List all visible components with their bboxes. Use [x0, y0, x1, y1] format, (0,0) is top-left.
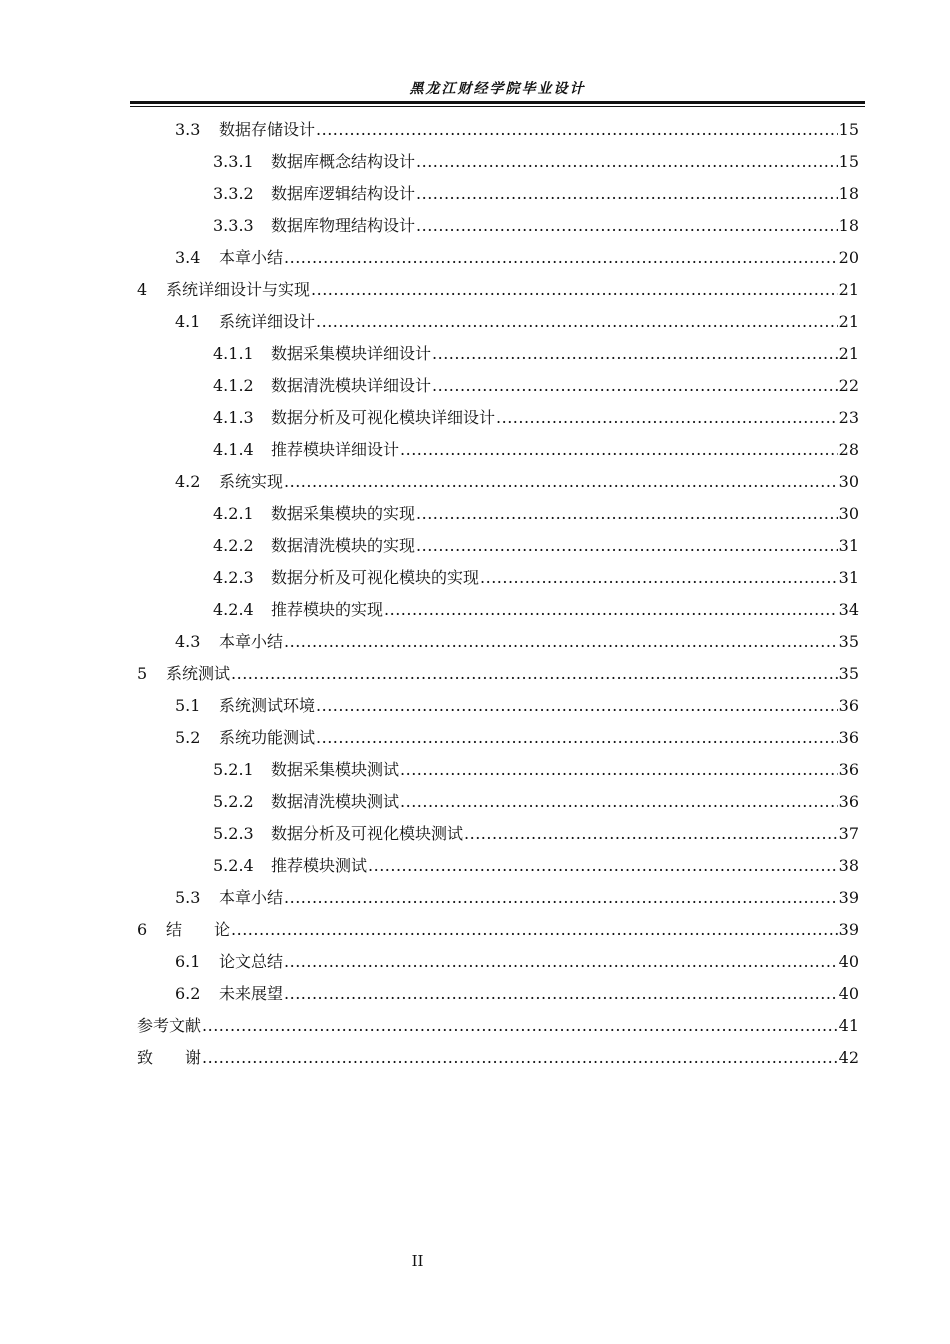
toc-page-number: 35 [838, 664, 859, 683]
toc-page-number: 30 [838, 472, 859, 491]
toc-page-number: 30 [838, 504, 859, 523]
toc-section-number: 4.1 [175, 312, 201, 331]
toc-entry[interactable] [0, 370, 950, 402]
toc-page-number: 21 [838, 344, 859, 363]
toc-entry-row [213, 498, 950, 530]
toc-entry[interactable] [0, 210, 950, 242]
toc-entry[interactable] [0, 274, 950, 306]
toc-entry-row [213, 754, 950, 786]
toc-section-title: 数据采集模块的实现 [271, 504, 416, 523]
toc-section-number: 4.1.1 [213, 344, 254, 363]
toc-entry-row [213, 370, 950, 402]
toc-dot-leader [311, 274, 838, 306]
toc-page-number: 18 [838, 184, 859, 203]
toc-entry[interactable] [0, 434, 950, 466]
toc-dot-leader [231, 658, 838, 690]
toc-page-number: 35 [838, 632, 859, 651]
toc-dot-leader [432, 370, 838, 402]
toc-entry-row [213, 850, 950, 882]
toc-entry[interactable] [0, 1042, 950, 1074]
toc-section-title: 数据分析及可视化模块详细设计 [271, 408, 496, 427]
toc-entry[interactable] [0, 978, 950, 1010]
toc-section-title: 论文总结 [219, 952, 284, 971]
toc-entry[interactable] [0, 914, 950, 946]
toc-page-number: 42 [838, 1048, 859, 1067]
toc-entry-row [175, 242, 950, 274]
toc-dot-leader [480, 562, 838, 594]
toc-section-title: 数据采集模块详细设计 [271, 344, 432, 363]
toc-page-number: 41 [838, 1016, 859, 1035]
toc-dot-leader [368, 850, 838, 882]
toc-entry-row [213, 594, 950, 626]
toc-section-title: 本章小结 [219, 248, 284, 267]
toc-page-number: 22 [838, 376, 859, 395]
header-rule-thin [130, 106, 865, 107]
toc-entry-row [213, 786, 950, 818]
toc-dot-leader [400, 754, 838, 786]
toc-section-number: 5.2.3 [213, 824, 254, 843]
toc-entry[interactable] [0, 690, 950, 722]
toc-entry-row [213, 178, 950, 210]
toc-entry[interactable] [0, 786, 950, 818]
toc-entry-row [213, 530, 950, 562]
toc-page-number: 23 [838, 408, 859, 427]
toc-entry-row [175, 978, 950, 1010]
toc-entry[interactable] [0, 114, 950, 146]
toc-entry[interactable] [0, 178, 950, 210]
toc-page-number: 21 [838, 312, 859, 331]
toc-dot-leader [400, 786, 838, 818]
toc-entry[interactable] [0, 818, 950, 850]
toc-entry[interactable] [0, 242, 950, 274]
toc-section-title: 数据库概念结构设计 [271, 152, 416, 171]
toc-entry-row [175, 882, 950, 914]
toc-entry[interactable] [0, 402, 950, 434]
toc-entry-row [213, 434, 950, 466]
toc-entry[interactable] [0, 754, 950, 786]
toc-entry-row [137, 1042, 950, 1074]
header-rule-thick [130, 101, 865, 104]
toc-entry[interactable] [0, 146, 950, 178]
toc-dot-leader [284, 978, 838, 1010]
toc-page-number: 15 [838, 152, 859, 171]
toc-section-number: 3.3.3 [213, 216, 254, 235]
toc-section-number: 4.2.3 [213, 568, 254, 587]
toc-section-number: 4.2 [175, 472, 201, 491]
toc-dot-leader [284, 946, 838, 978]
toc-section-title: 数据清洗模块的实现 [271, 536, 416, 555]
toc-section-title: 推荐模块的实现 [271, 600, 384, 619]
toc-dot-leader [316, 722, 838, 754]
toc-section-number: 5.2.2 [213, 792, 254, 811]
toc-dot-leader [384, 594, 838, 626]
toc-dot-leader [316, 114, 838, 146]
toc-section-title: 推荐模块详细设计 [271, 440, 400, 459]
toc-section-number: 6.2 [175, 984, 201, 1003]
toc-page-number: 20 [838, 248, 859, 267]
toc-section-title: 致 谢 [137, 1048, 202, 1067]
toc-entry-row [175, 626, 950, 658]
toc-entry-row [175, 114, 950, 146]
toc-entry-row [175, 946, 950, 978]
toc-section-number: 6 [137, 920, 148, 939]
toc-entry-row [213, 818, 950, 850]
toc-dot-leader [464, 818, 838, 850]
toc-dot-leader [400, 434, 838, 466]
toc-section-title: 数据清洗模块测试 [271, 792, 400, 811]
toc-entry[interactable] [0, 882, 950, 914]
toc-entry-row [137, 1010, 950, 1042]
toc-page-number: 15 [838, 120, 859, 139]
toc-section-title: 未来展望 [219, 984, 284, 1003]
toc-dot-leader [316, 690, 838, 722]
toc-section-number: 5.3 [175, 888, 201, 907]
toc-entry-row [175, 306, 950, 338]
toc-dot-leader [231, 914, 838, 946]
toc-entry-row [137, 658, 950, 690]
toc-section-title: 推荐模块测试 [271, 856, 368, 875]
toc-entry-row [175, 466, 950, 498]
toc-section-title: 数据库逻辑结构设计 [271, 184, 416, 203]
toc-page-number: 37 [838, 824, 859, 843]
toc-dot-leader [284, 466, 838, 498]
toc-entry-row [213, 210, 950, 242]
toc-section-number: 3.4 [175, 248, 201, 267]
toc-entry-row [213, 402, 950, 434]
toc-section-number: 3.3.1 [213, 152, 254, 171]
toc-page-number: 31 [838, 568, 859, 587]
toc-dot-leader [432, 338, 838, 370]
toc-page-number: 38 [838, 856, 859, 875]
toc-entry[interactable] [0, 466, 950, 498]
toc-section-number: 4.2.2 [213, 536, 254, 555]
toc-section-number: 5.2 [175, 728, 201, 747]
toc-section-title: 数据分析及可视化模块的实现 [271, 568, 480, 587]
toc-entry[interactable] [0, 498, 950, 530]
toc-entry[interactable] [0, 850, 950, 882]
toc-entry[interactable] [0, 626, 950, 658]
toc-section-title: 系统功能测试 [219, 728, 316, 747]
toc-entry-row [175, 722, 950, 754]
toc-entry[interactable] [0, 1010, 950, 1042]
toc-entry[interactable] [0, 594, 950, 626]
toc-page-number: 40 [838, 952, 859, 971]
toc-entry[interactable] [0, 946, 950, 978]
toc-entry[interactable] [0, 658, 950, 690]
toc-dot-leader [284, 626, 838, 658]
toc-dot-leader [416, 530, 838, 562]
toc-dot-leader [284, 242, 838, 274]
toc-dot-leader [284, 882, 838, 914]
toc-entry-row [175, 690, 950, 722]
toc-entry[interactable] [0, 306, 950, 338]
toc-page-number: 40 [838, 984, 859, 1003]
toc-section-number: 4.2.4 [213, 600, 254, 619]
toc-page-number: 39 [838, 888, 859, 907]
toc-page-number: 34 [838, 600, 859, 619]
toc-section-number: 3.3.2 [213, 184, 254, 203]
toc-entry-row [213, 338, 950, 370]
toc-section-number: 4.1.3 [213, 408, 254, 427]
toc-page-number: 36 [838, 792, 859, 811]
toc-section-title: 系统详细设计与实现 [166, 280, 311, 299]
toc-entry[interactable] [0, 530, 950, 562]
toc-entry-row [137, 274, 950, 306]
toc-section-number: 4.1.2 [213, 376, 254, 395]
toc-dot-leader [202, 1042, 838, 1074]
toc-entry-row [213, 146, 950, 178]
toc-page-number: 31 [838, 536, 859, 555]
toc-section-title: 结 论 [166, 920, 231, 939]
toc-dot-leader [316, 306, 838, 338]
toc-section-number: 5 [137, 664, 148, 683]
toc-section-title: 系统详细设计 [219, 312, 316, 331]
toc-section-title: 系统测试 [166, 664, 231, 683]
toc-section-number: 6.1 [175, 952, 201, 971]
toc-entry[interactable] [0, 722, 950, 754]
toc-entry-row [137, 914, 950, 946]
toc-section-title: 数据采集模块测试 [271, 760, 400, 779]
toc-section-number: 5.2.4 [213, 856, 254, 875]
toc-section-title: 数据分析及可视化模块测试 [271, 824, 464, 843]
toc-section-title: 系统测试环境 [219, 696, 316, 715]
toc-section-title: 数据库物理结构设计 [271, 216, 416, 235]
toc-section-number: 4 [137, 280, 148, 299]
toc-section-title: 数据存储设计 [219, 120, 316, 139]
toc-section-title: 本章小结 [219, 632, 284, 651]
toc-page-number: 21 [838, 280, 859, 299]
toc-page-number: 18 [838, 216, 859, 235]
toc-dot-leader [416, 498, 838, 530]
toc-section-number: 4.3 [175, 632, 201, 651]
toc-entry[interactable] [0, 338, 950, 370]
table-of-contents [0, 114, 950, 1074]
toc-page-number: 28 [838, 440, 859, 459]
toc-entry[interactable] [0, 562, 950, 594]
toc-dot-leader [496, 402, 838, 434]
toc-page-number: 39 [838, 920, 859, 939]
toc-section-number: 5.1 [175, 696, 201, 715]
running-header: 黑龙江财经学院毕业设计 [409, 81, 586, 97]
toc-section-number: 4.2.1 [213, 504, 254, 523]
toc-section-title: 本章小结 [219, 888, 284, 907]
page-number: II [411, 1252, 424, 1270]
toc-section-title: 数据清洗模块详细设计 [271, 376, 432, 395]
toc-page-number: 36 [838, 760, 859, 779]
toc-section-number: 5.2.1 [213, 760, 254, 779]
toc-dot-leader [416, 178, 838, 210]
toc-section-title: 系统实现 [219, 472, 284, 491]
toc-section-number: 3.3 [175, 120, 201, 139]
toc-section-title: 参考文献 [137, 1016, 202, 1035]
toc-dot-leader [202, 1010, 838, 1042]
toc-section-number: 4.1.4 [213, 440, 254, 459]
toc-dot-leader [416, 146, 838, 178]
toc-page-number: 36 [838, 696, 859, 715]
toc-page-number: 36 [838, 728, 859, 747]
toc-dot-leader [416, 210, 838, 242]
toc-entry-row [213, 562, 950, 594]
